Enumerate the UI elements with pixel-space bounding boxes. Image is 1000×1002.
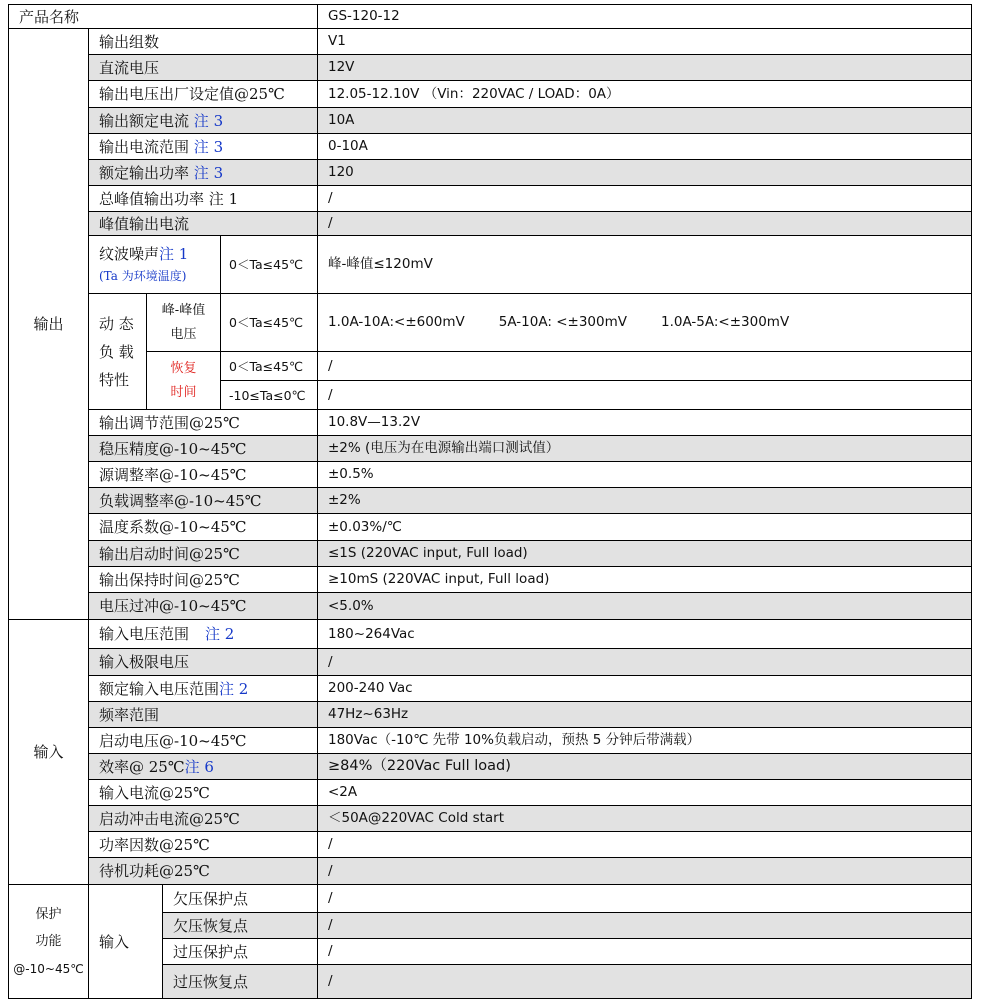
peak-voltage-condition: 0＜Ta≤45℃ <box>229 315 304 330</box>
input-row-value: ≥84%（220Vac Full load) <box>318 754 971 779</box>
input-row-value: ＜50A@220VAC Cold start <box>318 806 971 831</box>
output-row-label: 电压过冲@-10~45℃ <box>89 593 317 619</box>
ripple-noise-label: 纹波噪声注 1 (Ta 为环境温度) <box>99 245 189 284</box>
row-divider <box>88 831 972 832</box>
input-row-value: 180~264Vac <box>328 625 415 642</box>
output-row-value: ≤1S (220VAC input, Full load) <box>318 541 971 566</box>
input-row-value: 47Hz~63Hz <box>318 702 971 727</box>
protection-row-value: / <box>318 913 971 938</box>
protection-section-label: 保护 功能 @-10~45℃ <box>13 906 84 976</box>
output-row-value: ±2% (电压为在电源输出端口测试值） <box>318 436 971 461</box>
row-divider <box>162 912 972 913</box>
recovery-condition: -10≤Ta≤0℃ <box>229 387 306 403</box>
protection-row-value: / <box>328 943 333 960</box>
row-divider <box>220 380 972 381</box>
output-row-value: <5.0% <box>318 593 971 619</box>
row-divider <box>88 54 972 55</box>
recovery-condition: 0＜Ta≤45℃ <box>229 358 304 374</box>
protection-row-label: 欠压恢复点 <box>163 913 317 938</box>
input-row-label: 输入极限电压 <box>89 649 317 675</box>
column-divider <box>146 293 147 409</box>
output-row-value: 10A <box>318 108 971 133</box>
output-row-label: 稳压精度@-10~45℃ <box>89 436 317 461</box>
row-divider <box>88 487 972 488</box>
row-divider <box>88 133 972 134</box>
input-row-value: <2A <box>328 784 358 801</box>
row-divider <box>8 884 972 885</box>
input-row-label: 额定输入电压范围 注 2 <box>99 679 249 698</box>
protection-row-label: 过压保护点 <box>173 942 249 961</box>
column-divider <box>162 884 163 999</box>
row-divider <box>88 727 972 728</box>
output-row-label: 输出额定电流 注 3 <box>89 108 317 133</box>
input-row-label: 待机功耗@25℃ <box>89 858 317 884</box>
input-row-value: / <box>318 858 971 884</box>
input-row-label: 输入电压范围 注 2 <box>99 625 235 643</box>
input-row-label: 启动电压@-10~45℃ <box>99 731 247 750</box>
protection-input-label: 输入 <box>99 932 130 951</box>
row-divider <box>88 566 972 567</box>
protection-row-label: 过压恢复点 <box>163 965 317 998</box>
input-row-value: 180Vac（-10℃ 先带 10%负载启动，预热 5 分钟后带满载） <box>328 732 701 749</box>
output-row-value: / <box>328 190 333 207</box>
column-divider <box>220 235 221 409</box>
row-divider <box>88 592 972 593</box>
input-row-value: / <box>318 649 971 675</box>
note-ref: 注 2 <box>219 679 249 698</box>
row-divider <box>88 753 972 754</box>
output-row-value: 0-10A <box>328 138 368 155</box>
output-row-value: V1 <box>328 33 346 50</box>
input-row-label: 功率因数@25℃ <box>99 835 210 854</box>
product-name-label: 产品名称 <box>19 7 80 26</box>
peak-voltage-values: 1.0A-10A:<±600mV 5A-10A: <±300mV 1.0A-5A:<±300mV <box>328 314 790 331</box>
input-section-label: 输入 <box>33 743 64 761</box>
row-divider <box>88 107 972 108</box>
output-row-value: 12V <box>318 55 971 80</box>
recovery-value: / <box>328 357 333 374</box>
row-divider <box>88 461 972 462</box>
row-divider <box>88 648 972 649</box>
column-divider <box>317 4 318 999</box>
output-row-value: ±0.03%/℃ <box>328 518 402 535</box>
column-divider <box>88 28 89 999</box>
output-row-value: ±2% <box>318 488 971 513</box>
output-row-label: 输出组数 <box>99 32 160 51</box>
row-divider <box>162 938 972 939</box>
input-row-label: 频率范围 <box>89 702 317 727</box>
output-row-label: 直流电压 <box>89 55 317 80</box>
protection-row-value: / <box>318 965 971 998</box>
input-row-value: / <box>328 836 333 853</box>
row-divider <box>88 409 972 410</box>
note-ref: 注 1 <box>159 245 189 264</box>
input-row-label: 输入电流@25℃ <box>99 783 210 802</box>
input-row-label: 启动冲击电流@25℃ <box>89 806 317 831</box>
input-row-label: 效率@ 25℃ 注 6 <box>89 754 317 779</box>
ambient-temp-note: (Ta 为环境温度) <box>99 269 187 284</box>
protection-row-value: / <box>328 890 333 907</box>
output-row-value: 12.05-12.10V （Vin：220VAC / LOAD：0A） <box>328 85 620 102</box>
output-row-label: 额定输出功率 注 3 <box>89 160 317 185</box>
row-divider <box>88 857 972 858</box>
output-row-label: 输出启动时间@25℃ <box>89 541 317 566</box>
output-row-label: 源调整率@-10~45℃ <box>99 465 247 484</box>
note-ref: 注 3 <box>193 111 224 130</box>
note-ref: 注 1 <box>208 189 239 208</box>
output-row-value: ±0.5% <box>328 466 374 483</box>
product-name-value: GS-120-12 <box>328 8 400 25</box>
recovery-value: / <box>328 386 333 403</box>
row-divider <box>88 80 972 81</box>
row-divider <box>88 185 972 186</box>
output-row-value: ≥10mS (220VAC input, Full load) <box>328 571 550 588</box>
input-row-value: 200-240 Vac <box>328 680 413 697</box>
row-divider <box>88 701 972 702</box>
row-divider <box>88 435 972 436</box>
output-row-label: 峰值输出电流 <box>89 212 317 235</box>
row-divider <box>88 675 972 676</box>
row-divider <box>8 28 972 29</box>
output-row-label: 输出电压出厂设定值@25℃ <box>99 85 285 103</box>
note-ref: 注 3 <box>193 163 224 182</box>
peak-voltage-label: 峰-峰值 电压 <box>161 302 206 342</box>
row-divider <box>88 805 972 806</box>
row-divider <box>162 964 972 965</box>
protection-row-label: 欠压保护点 <box>173 889 249 908</box>
row-divider <box>88 779 972 780</box>
output-row-label: 负载调整率@-10~45℃ <box>89 488 317 513</box>
output-row-label: 输出电流范围 注 3 <box>99 137 224 156</box>
recovery-time-label: 恢复 时间 <box>170 360 197 400</box>
row-divider <box>146 351 972 352</box>
output-row-value: 120 <box>318 160 971 185</box>
row-divider <box>8 619 972 620</box>
output-row-label: 温度系数@-10~45℃ <box>99 518 247 536</box>
row-divider <box>88 159 972 160</box>
note-ref: 注 2 <box>205 625 235 643</box>
output-row-value: 10.8V—13.2V <box>328 414 421 431</box>
row-divider <box>88 540 972 541</box>
ripple-condition: 0＜Ta≤45℃ <box>229 257 304 272</box>
row-divider <box>88 513 972 514</box>
output-row-label: 输出调节范围@25℃ <box>99 413 240 432</box>
output-section-label: 输出 <box>33 315 64 333</box>
output-row-label: 输出保持时间@25℃ <box>99 570 240 589</box>
ripple-value: 峰-峰值≤120mV <box>328 256 433 273</box>
output-row-label: 总峰值输出功率 注 1 <box>99 189 239 208</box>
row-divider <box>88 211 972 212</box>
note-ref: 注 6 <box>184 757 214 776</box>
note-ref: 注 3 <box>193 137 224 156</box>
output-row-value: / <box>318 212 971 235</box>
dynamic-load-label: 动 态 负 载 特性 <box>99 314 134 389</box>
